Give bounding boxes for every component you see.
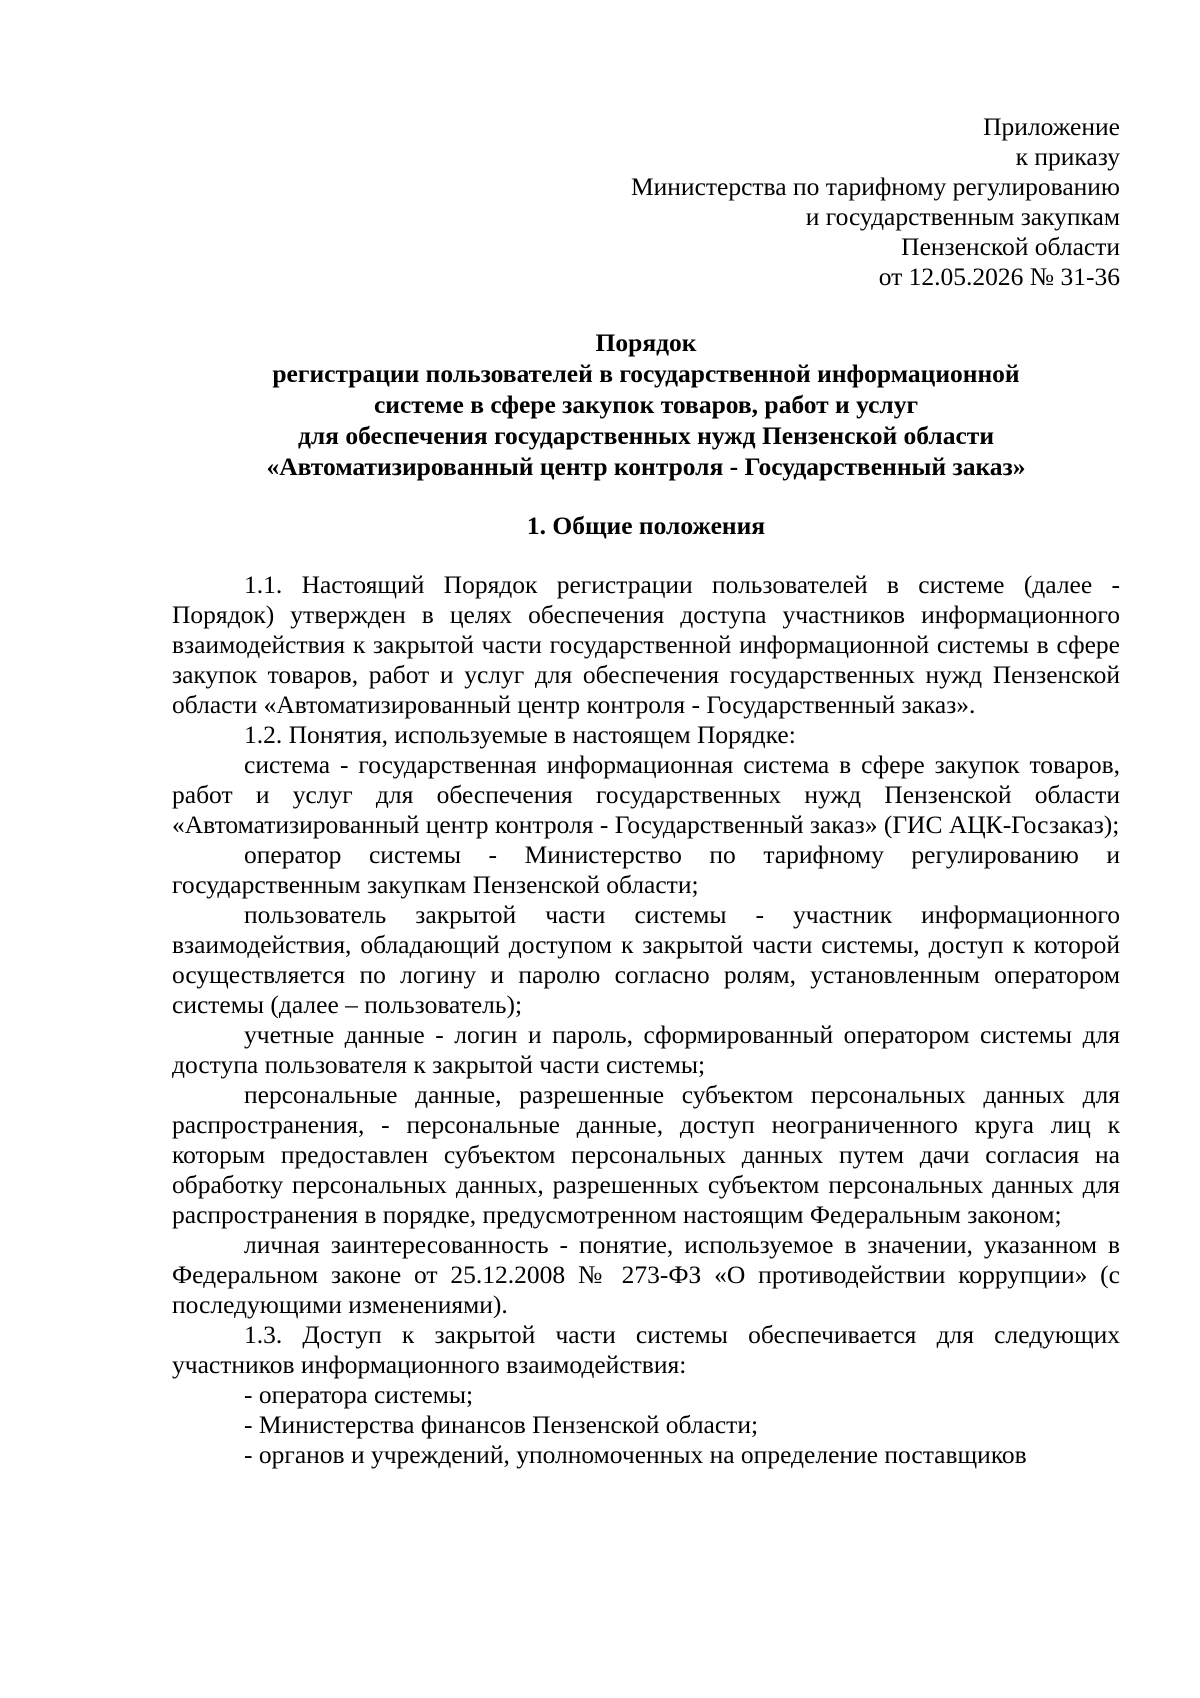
- document-title: [172, 328, 1120, 483]
- appendix-header: [172, 112, 1120, 292]
- title-line: для обеспечения государственных нужд Пензенской области: [297, 421, 995, 450]
- document-body: [172, 112, 1120, 1470]
- paragraph: 1.1. Настоящий Порядок регистрации пользователей в системе (далее - Порядок) утвержден в целях обеспечения доступа участников информационного взаимодействия к закрытой части государственной информационной системы в сфере закупок товаров, работ и услуг для обеспечения государственных нужд Пензенской области «Автоматизированный центр контроля - Государственный заказ».: [172, 570, 1120, 719]
- list-item: - Министерства финансов Пензенской области;: [244, 1410, 759, 1439]
- title-line: «Автоматизированный центр контроля - Государственный заказ»: [266, 452, 1026, 481]
- title-line: системе в сфере закупок товаров, работ и услуг: [373, 390, 919, 419]
- title-line: регистрации пользователей в государственной информационной: [272, 359, 1020, 388]
- appendix-line: Пензенской области: [901, 232, 1120, 261]
- appendix-line: к приказу: [1015, 142, 1120, 171]
- list-item: - органов и учреждений, уполномоченных на определение поставщиков: [244, 1440, 1027, 1469]
- list-item: - оператора системы;: [244, 1380, 474, 1409]
- paragraph: 1.2. Понятия, используемые в настоящем Порядке:: [244, 720, 796, 749]
- title-line: Порядок: [595, 328, 697, 357]
- paragraph: пользователь закрытой части системы - участник информационного взаимодействия, обладающий доступом к закрытой части системы, доступ к которой осуществляется по логину и паролю согласно ролям, установленным оператором системы (далее – пользователь);: [172, 900, 1120, 1019]
- paragraph: личная заинтересованность - понятие, используемое в значении, указанном в Федеральном законе от 25.12.2008 № 273-ФЗ «О противодействии коррупции» (с последующими изменениями).: [172, 1230, 1120, 1319]
- appendix-line: и государственным закупкам: [805, 202, 1120, 231]
- paragraph: оператор системы - Министерство по тарифному регулированию и государственным закупкам Пензенской области;: [172, 840, 1120, 899]
- paragraph: 1.3. Доступ к закрытой части системы обеспечивается для следующих участников информационного взаимодействия:: [172, 1320, 1120, 1379]
- paragraph: персональные данные, разрешенные субъектом персональных данных для распространения, - персональные данные, доступ неограниченного круга лиц к которым предоставлен субъектом персональных данных путем дачи согласия на обработку персональных данных, разрешенных субъектом персональных данных для распространения в порядке, предусмотренном настоящим Федеральным законом;: [172, 1080, 1120, 1229]
- paragraph: учетные данные - логин и пароль, сформированный оператором системы для доступа пользователя к закрытой части системы;: [172, 1020, 1120, 1079]
- appendix-line: Министерства по тарифному регулированию: [630, 172, 1120, 201]
- appendix-line: Приложение: [983, 112, 1120, 141]
- section-heading: 1. Общие положения: [526, 511, 766, 540]
- appendix-date-number: от 12.05.2026 № 31-36: [878, 262, 1120, 291]
- paragraph: система - государственная информационная система в сфере закупок товаров, работ и услуг для обеспечения государственных нужд Пензенской области «Автоматизированный центр контроля - Государственный заказ» (ГИС АЦК-Госзаказ);: [172, 750, 1120, 839]
